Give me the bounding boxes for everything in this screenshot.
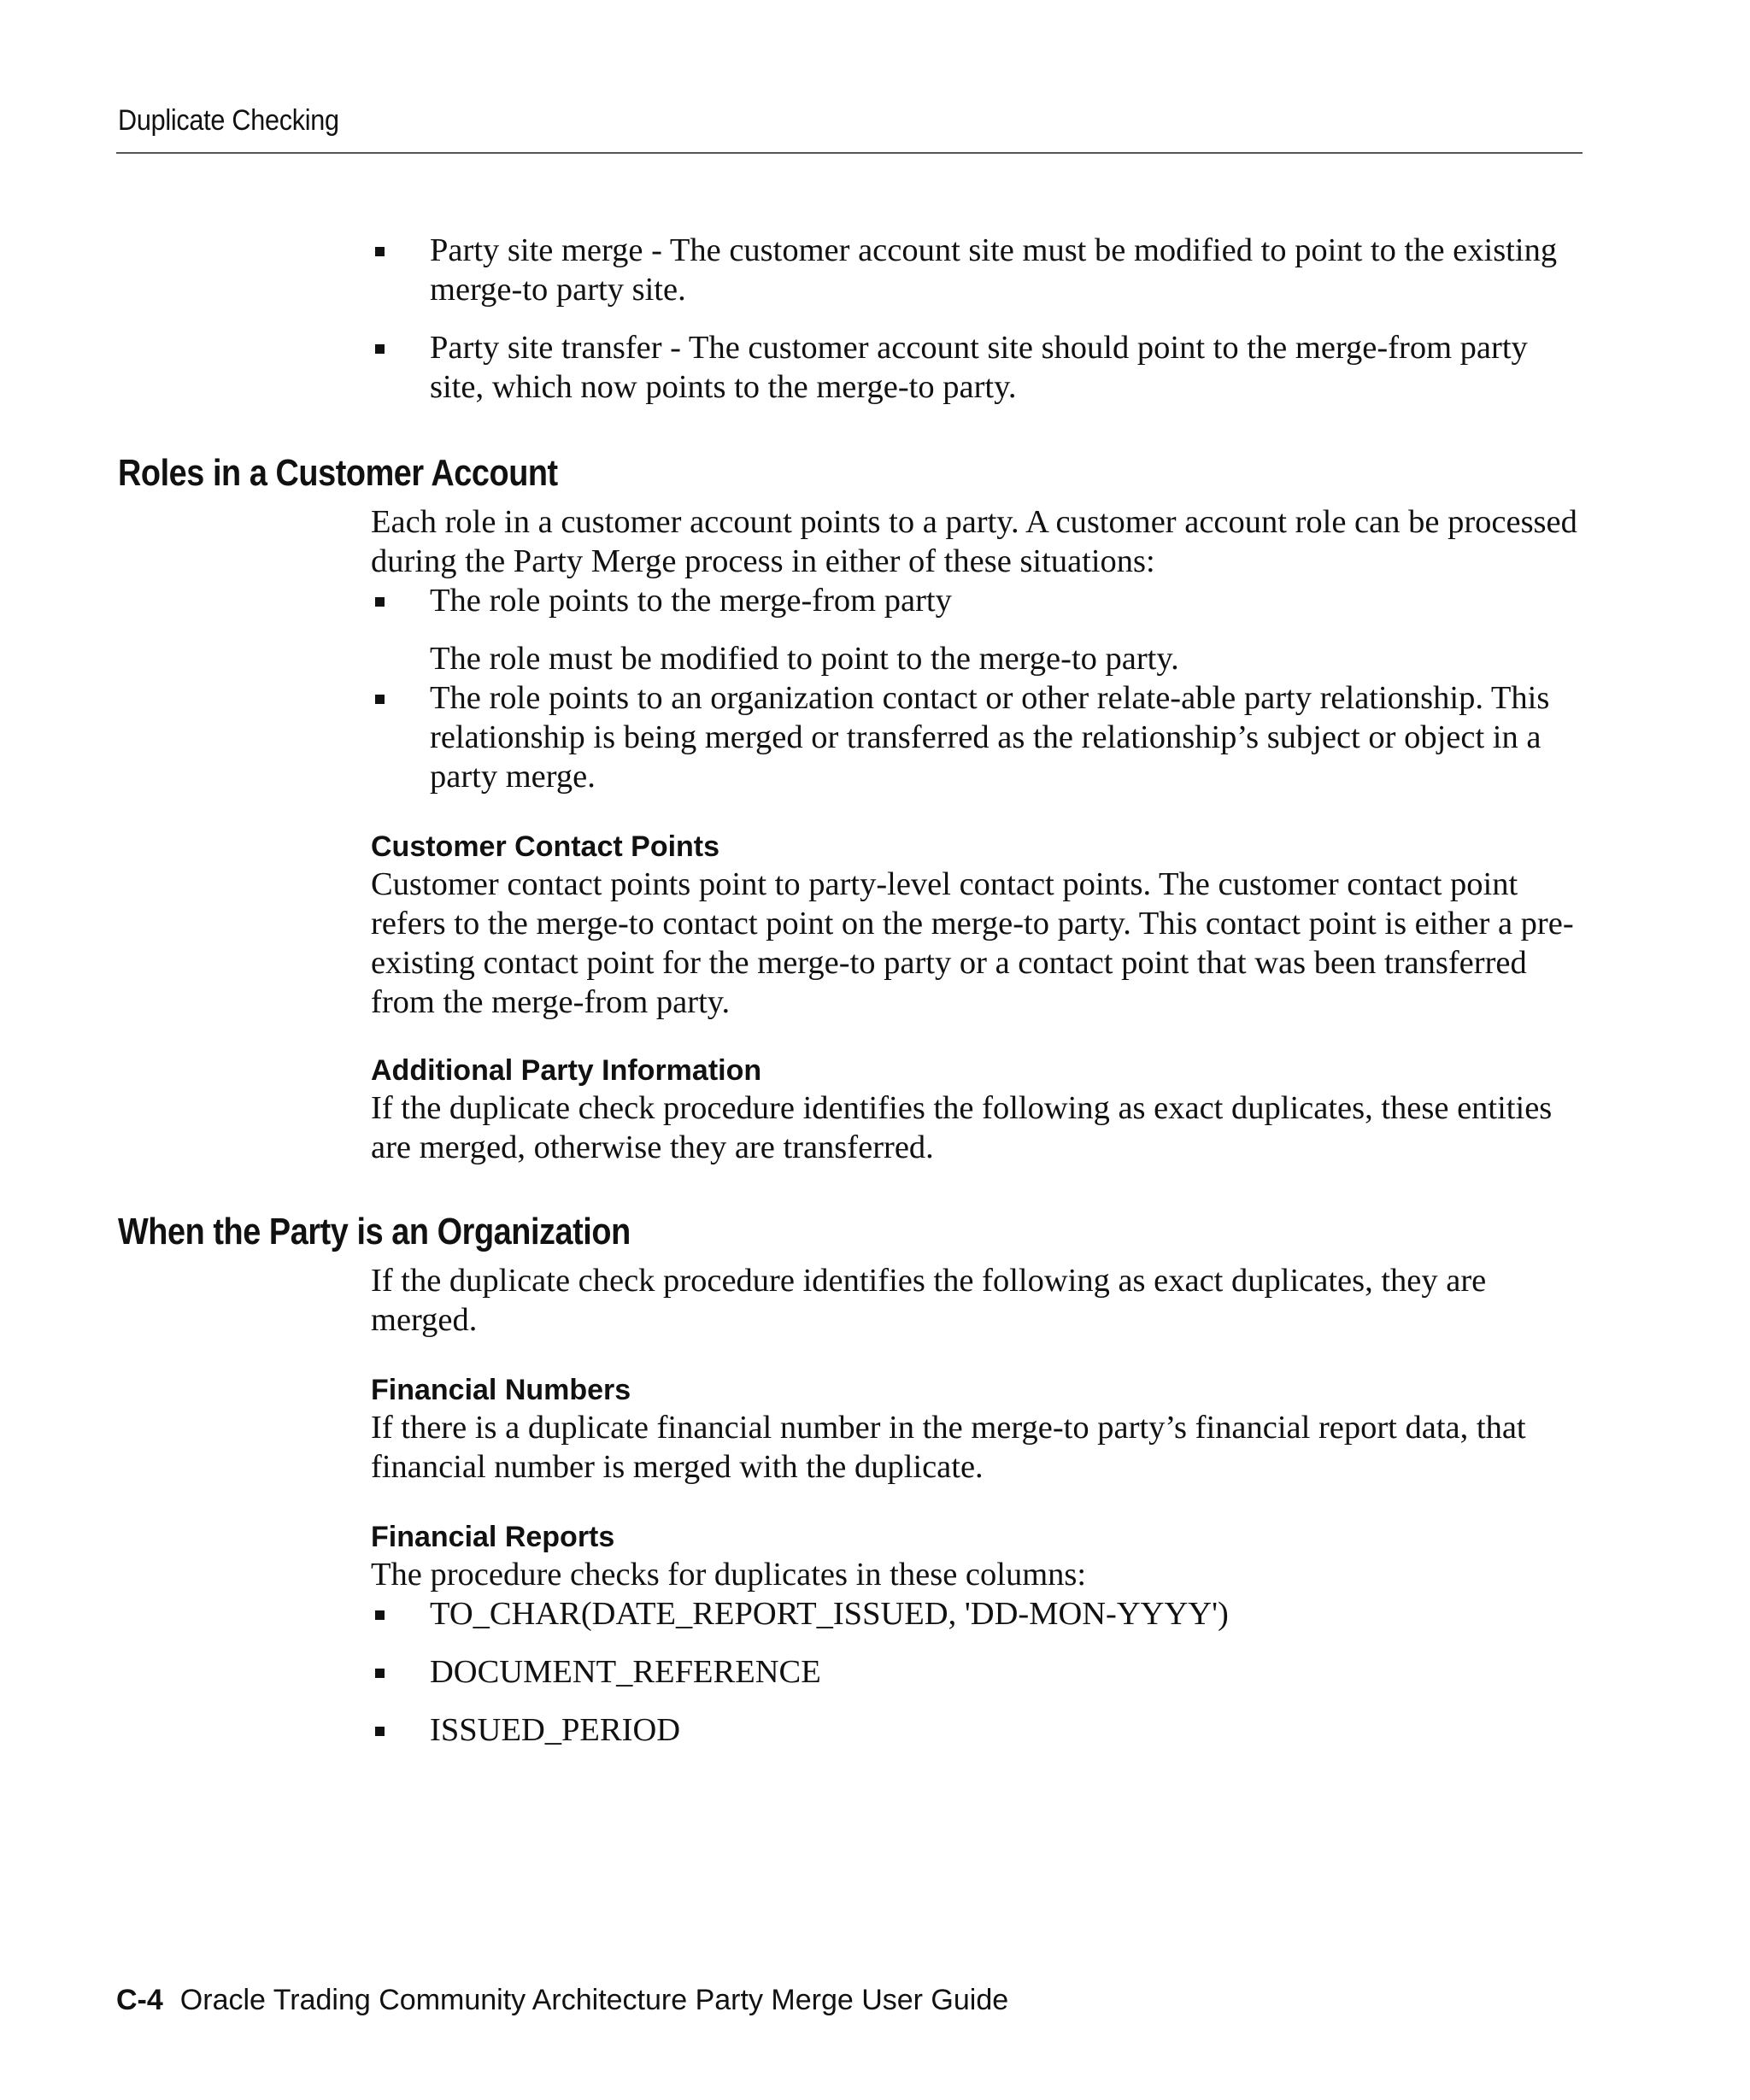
roles-bullet-detail: The role must be modified to point to the merge-to party. (430, 641, 1179, 677)
bullet-text: Party site merge - The customer account site must be modified to point to the existing merge-to party site. (430, 232, 1558, 308)
list-item (371, 1594, 1584, 1634)
square-bullet-icon (375, 247, 385, 256)
bullet-text: The role points to an organization contact or other relate-able party relationship. This relationship is being merged or transferred as the relationship’s subject or object in a party merge. (430, 680, 1550, 795)
roles-intro-paragraph: Each role in a customer account points to a party. A customer account role can be processed during the Party Merge process in either of these situations: (371, 504, 1577, 579)
column-name: ISSUED_PERIOD (430, 1712, 681, 1748)
page-footer (116, 1984, 1008, 2017)
square-bullet-icon (375, 1727, 385, 1736)
subheading-financial-reports: Financial Reports (371, 1521, 615, 1553)
running-header-title: Duplicate Checking (118, 104, 339, 137)
roles-bullet-list (371, 581, 1584, 620)
organization-section-body (371, 1261, 1584, 1750)
bullet-text: Party site transfer - The customer account site should point to the merge-from party site, which now points to the merge-to party. (430, 330, 1528, 405)
square-bullet-icon (375, 1669, 385, 1678)
subheading-additional-party-information: Additional Party Information (371, 1054, 762, 1087)
section-heading-organization: When the Party is an Organization (118, 1211, 631, 1252)
subheading-customer-contact-points: Customer Contact Points (371, 830, 720, 863)
contact-points-paragraph: Customer contact points point to party-level contact points. The customer contact point refers to the merge-to contact point on the merge-to party. This contact point is either a pre-existing contact point for the merge-to party or a contact point that was been transferred from the merge-from party. (371, 866, 1574, 1020)
roles-bullet-list-2 (371, 678, 1584, 796)
financial-numbers-paragraph: If there is a duplicate financial number in the merge-to party’s financial report data, that financial number is merged with the duplicate. (371, 1410, 1526, 1485)
list-item (371, 581, 1584, 620)
subheading-financial-numbers: Financial Numbers (371, 1374, 631, 1406)
financial-reports-paragraph: The procedure checks for duplicates in these columns: (371, 1557, 1087, 1593)
page-content (0, 231, 1750, 1750)
section-heading-roles: Roles in a Customer Account (118, 452, 558, 494)
list-item (371, 1652, 1584, 1692)
square-bullet-icon (375, 344, 385, 354)
column-name: TO_CHAR(DATE_REPORT_ISSUED, 'DD-MON-YYYY') (430, 1596, 1229, 1632)
square-bullet-icon (375, 597, 385, 607)
intro-section (371, 231, 1584, 407)
list-item (371, 231, 1584, 309)
square-bullet-icon (375, 1610, 385, 1620)
list-item (371, 1710, 1584, 1750)
additional-info-paragraph: If the duplicate check procedure identifies the following as exact duplicates, these entities are merged, otherwise they are transferred. (371, 1090, 1553, 1165)
list-item (371, 678, 1584, 796)
financial-report-columns-list (371, 1594, 1584, 1750)
list-item (371, 328, 1584, 407)
intro-bullet-list (371, 231, 1584, 407)
header-divider (116, 152, 1583, 154)
roles-section-body (371, 502, 1584, 1167)
footer-page-number: C-4 (116, 1984, 163, 2016)
footer-book-title: Oracle Trading Community Architecture Party Merge User Guide (179, 1984, 1009, 2016)
organization-intro-paragraph: If the duplicate check procedure identifies the following as exact duplicates, they are merged. (371, 1263, 1487, 1338)
square-bullet-icon (375, 695, 385, 704)
bullet-text: The role points to the merge-from party (430, 583, 952, 619)
column-name: DOCUMENT_REFERENCE (430, 1654, 821, 1690)
